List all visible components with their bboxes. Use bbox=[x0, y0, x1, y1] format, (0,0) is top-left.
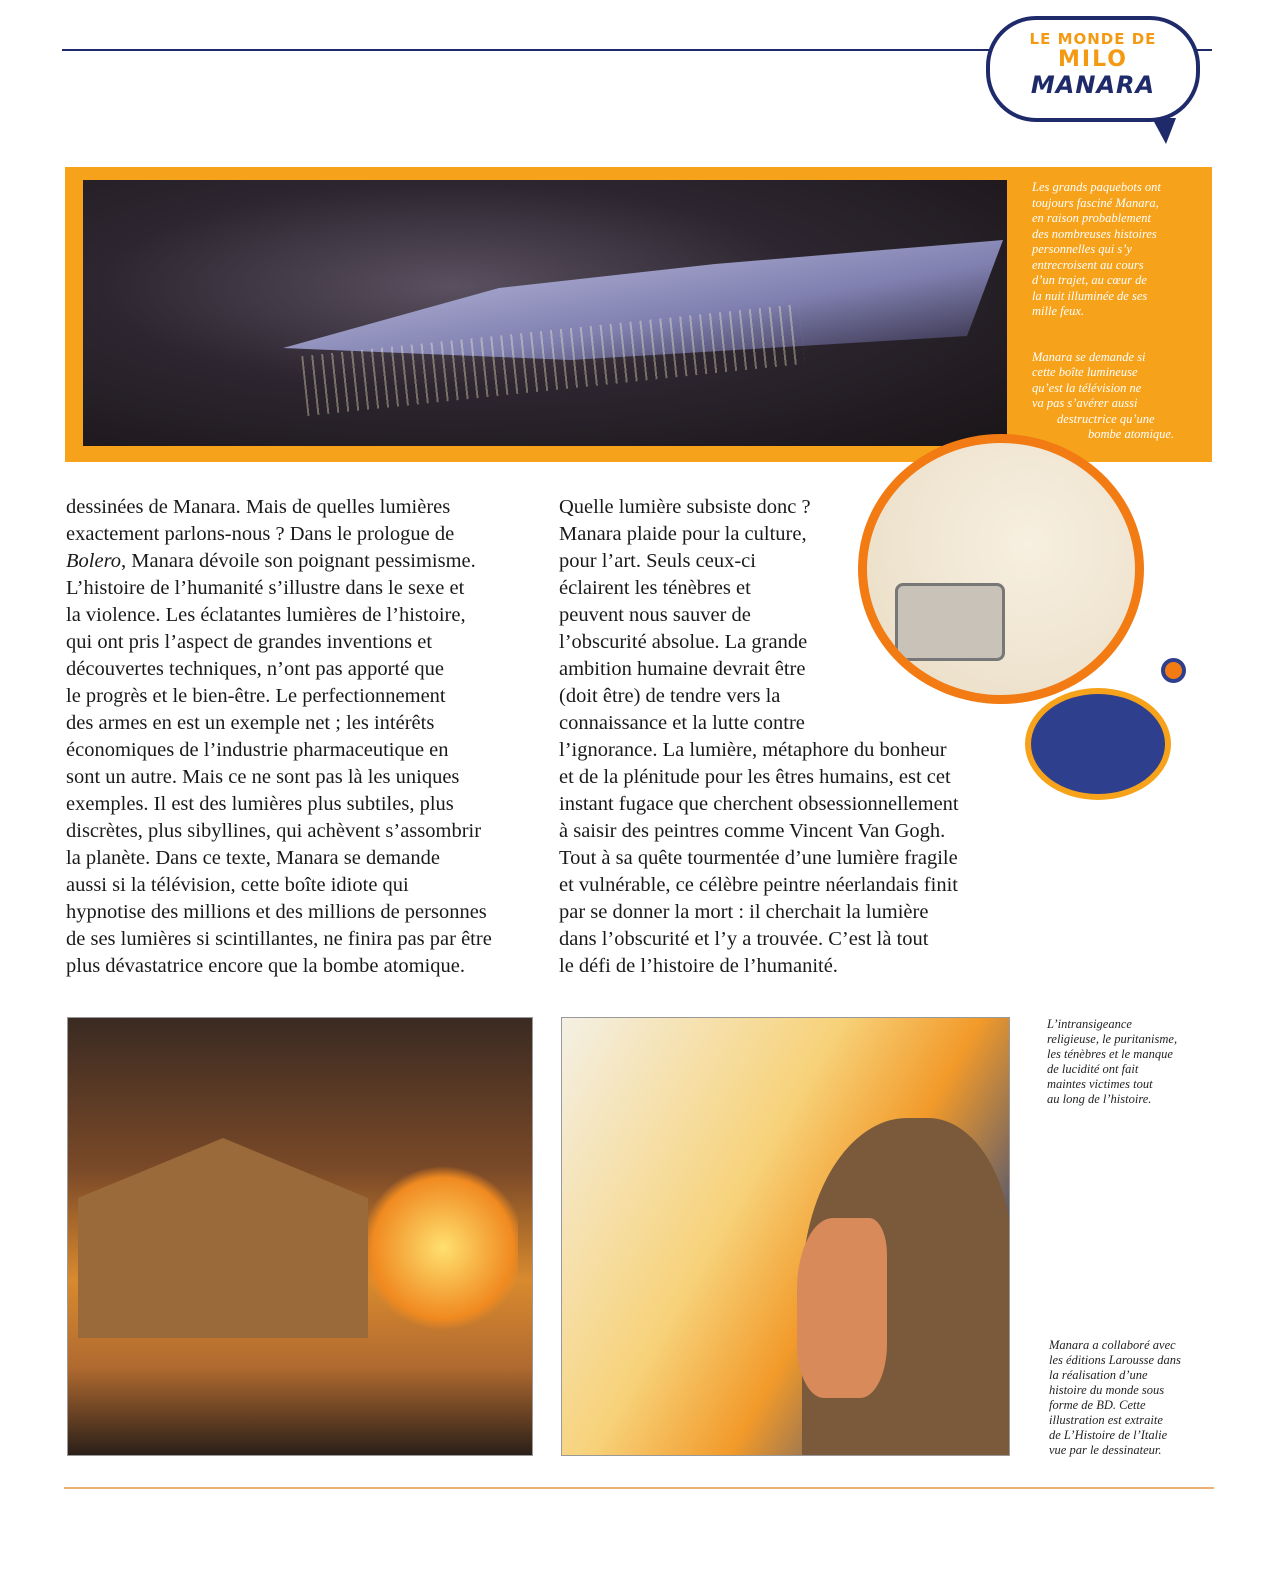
text-line: de L’Histoire de l’Italie bbox=[1049, 1428, 1168, 1442]
text-line: hypnotise des millions et des millions de personnes bbox=[66, 901, 487, 923]
tv-set bbox=[895, 583, 1005, 661]
text-line: Manara se demande si bbox=[1032, 349, 1146, 364]
text-line: au long de l’histoire. bbox=[1047, 1092, 1152, 1106]
text-line: entrecroisent au cours bbox=[1032, 257, 1144, 272]
caption-paragraph-2 bbox=[1032, 350, 1207, 443]
logo-line1: LE MONDE DE bbox=[1029, 30, 1157, 48]
text-line: Manara plaide pour la culture, bbox=[559, 523, 807, 545]
text-line: dessinées de Manara. Mais de quelles lumières bbox=[66, 496, 451, 518]
text-line: découvertes techniques, n’ont pas apporté que bbox=[66, 658, 444, 680]
tv-illustration-circle bbox=[858, 434, 1144, 704]
text-line: discrètes, plus sibyllines, qui achèvent s’assombrir bbox=[66, 820, 482, 842]
text-line: en raison probablement bbox=[1032, 211, 1151, 225]
logo-line2: MILO bbox=[1057, 47, 1128, 72]
text-line: qu’est la télévision ne bbox=[1032, 380, 1142, 395]
caption-paragraph-1 bbox=[1032, 180, 1207, 320]
text-line: de ses lumières si scintillantes, ne finira pas par être bbox=[66, 928, 492, 950]
left-text-column bbox=[66, 494, 492, 980]
text-line: et vulnérable, ce célèbre peintre néerlandais finit bbox=[559, 874, 958, 896]
text-line: illustration est extraite bbox=[1049, 1413, 1163, 1427]
text-line: ambition humaine devrait être bbox=[559, 658, 806, 680]
text-line: histoire du monde sous bbox=[1049, 1383, 1165, 1397]
text-line: et de la plénitude pour les êtres humains, est cet bbox=[559, 766, 951, 788]
text-line: aussi si la télévision, cette boîte idiote qui bbox=[66, 874, 409, 896]
text-line: Les grands paquebots ont bbox=[1032, 180, 1161, 194]
series-logo bbox=[986, 16, 1200, 122]
decorative-dot bbox=[1161, 658, 1186, 683]
text-line: économiques de l’industrie pharmaceutique en bbox=[66, 739, 449, 761]
text-line: dans l’obscurité et l’y a trouvée. C’est là tout bbox=[559, 928, 929, 950]
text-line: le progrès et le bien-être. Le perfectionnement bbox=[66, 685, 446, 707]
speech-bubble-tail bbox=[1152, 118, 1176, 144]
text-line: exemples. Il est des lumières plus subtiles, plus bbox=[66, 793, 454, 815]
caption-larousse bbox=[1049, 1338, 1181, 1458]
burning-village-illustration bbox=[67, 1017, 533, 1456]
text-line: les éditions Larousse dans bbox=[1049, 1353, 1181, 1367]
caption-religion bbox=[1047, 1017, 1177, 1107]
text-line: destructrice qu’une bbox=[1057, 411, 1155, 426]
text-line: forme de BD. Cette bbox=[1049, 1398, 1146, 1412]
text-line: toujours fasciné Manara, bbox=[1032, 195, 1159, 210]
text-line: les ténèbres et le manque bbox=[1047, 1047, 1173, 1061]
text-line: pour l’art. Seuls ceux-ci bbox=[559, 550, 756, 572]
text-line: sont un autre. Mais ce ne sont pas là les uniques bbox=[66, 766, 460, 788]
text-line: Manara a collaboré avec bbox=[1049, 1338, 1176, 1352]
text-line: bombe atomique. bbox=[1088, 427, 1175, 441]
text-line: de lucidité ont fait bbox=[1047, 1062, 1139, 1076]
text-line: Tout à sa quête tourmentée d’une lumière fragile bbox=[559, 847, 958, 869]
text-line: peuvent nous sauver de bbox=[559, 604, 751, 626]
decorative-blue-circle bbox=[1025, 688, 1171, 800]
ship-illustration bbox=[83, 180, 1007, 446]
text-line: la planète. Dans ce texte, Manara se demande bbox=[66, 847, 440, 869]
banner-caption bbox=[1032, 180, 1207, 473]
text-line: la réalisation d’une bbox=[1049, 1368, 1148, 1382]
text-line: exactement parlons-nous ? Dans le prologue de bbox=[66, 523, 455, 545]
text-line: d’un trajet, au cœur de bbox=[1032, 273, 1147, 287]
text-line: (doit être) de tendre vers la bbox=[559, 685, 781, 707]
bottom-rule bbox=[64, 1487, 1214, 1489]
text-line: vue par le dessinateur. bbox=[1049, 1443, 1162, 1457]
text-line: l’ignorance. La lumière, métaphore du bonheur bbox=[559, 739, 947, 761]
text-line: connaissance et la lutte contre bbox=[559, 712, 805, 734]
text-line: L’intransigeance bbox=[1047, 1017, 1132, 1031]
text-line: le défi de l’histoire de l’humanité. bbox=[559, 955, 838, 977]
text-line: instant fugace que cherchent obsessionnellement bbox=[559, 793, 959, 815]
text-line: cette boîte lumineuse bbox=[1032, 365, 1138, 379]
text-line: maintes victimes tout bbox=[1047, 1077, 1153, 1091]
text-line: religieuse, le puritanisme, bbox=[1047, 1032, 1178, 1046]
logo-line3: MANARA bbox=[1030, 71, 1156, 99]
text-line: la nuit illuminée de ses bbox=[1032, 288, 1148, 303]
text-line: va pas s’avérer aussi bbox=[1032, 396, 1138, 410]
text-line: à saisir des peintres comme Vincent Van Gogh. bbox=[559, 820, 946, 842]
text-line: des armes en est un exemple net ; les intérêts bbox=[66, 712, 435, 734]
text-line: Bolero, Manara dévoile son poignant pessimisme. bbox=[66, 550, 476, 572]
text-line: des nombreuses histoires bbox=[1032, 226, 1157, 241]
text-line: personnelles qui s’y bbox=[1032, 242, 1132, 256]
text-line: L’histoire de l’humanité s’illustre dans le sexe et bbox=[66, 577, 465, 599]
ship-banner bbox=[65, 167, 1212, 462]
text-line: l’obscurité absolue. La grande bbox=[559, 631, 808, 653]
text-line: mille feux. bbox=[1032, 304, 1085, 318]
text-line: plus dévastatrice encore que la bombe atomique. bbox=[66, 955, 466, 977]
text-line: la violence. Les éclatantes lumières de l’histoire, bbox=[66, 604, 466, 626]
text-line: éclairent les ténèbres et bbox=[559, 577, 751, 599]
text-line: Quelle lumière subsiste donc ? bbox=[559, 496, 811, 518]
hooded-man-illustration bbox=[561, 1017, 1010, 1456]
text-line: qui ont pris l’aspect de grandes inventions et bbox=[66, 631, 433, 653]
text-line: par se donner la mort : il cherchait la lumière bbox=[559, 901, 929, 923]
